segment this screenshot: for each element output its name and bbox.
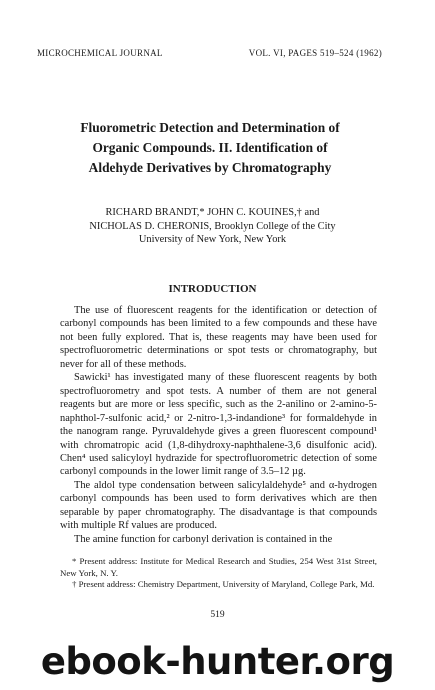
page-number: 519 — [210, 610, 225, 620]
volume-pages: VOL. VI, PAGES 519–524 (1962) — [248, 48, 382, 58]
body-text — [60, 304, 377, 546]
footnotes — [60, 556, 377, 591]
watermark: ebook-hunter.org — [40, 639, 395, 683]
paper-title — [40, 118, 380, 178]
body-paragraph: The amine function for carbonyl derivation is contained in the — [74, 533, 333, 545]
journal-name: MICROCHEMICAL JOURNAL — [37, 48, 163, 58]
author-line: University of New York, New York — [138, 234, 287, 245]
footnote: † Present address: Chemistry Department, University of Maryland, College Park, Md. — [72, 579, 375, 590]
title-line: Fluorometric Detection and Determination of — [80, 120, 340, 135]
title-line: Aldehyde Derivatives by Chromatography — [88, 160, 332, 175]
author-line: NICHOLAS D. CHERONIS, Brooklyn College of the City — [89, 220, 336, 232]
author-line: RICHARD BRANDT,* JOHN C. KOUINES,† and — [105, 207, 320, 218]
body-paragraph: The use of fluorescent reagents for the identification or detection of carbonyl compounds has been limited to a few compounds and these have not been fully explored. That is, these reagents may have been used for spectrofluorometric determinations or spot tests or chromatography, but never for all of these methods. — [60, 305, 377, 370]
section-heading: INTRODUCTION — [168, 283, 257, 295]
author-block — [40, 206, 385, 247]
footnote: * Present address: Institute for Medical Research and Studies, 254 West 31st Street, New York, N. Y. — [60, 556, 377, 578]
running-head — [37, 48, 382, 58]
body-paragraph: The aldol type condensation between salicylaldehyde⁵ and α-hydrogen carbonyl compounds has been used to form derivatives which are then separable by paper chromatography. The disadvantage is that compounds with multiple Rf values are produced. — [60, 479, 377, 532]
title-line: Organic Compounds. II. Identification of — [92, 140, 328, 155]
body-paragraph: Sawicki¹ has investigated many of these fluorescent reagents by both spectrofluorometry and spot tests. A number of them are not general reagents but are more or less specific, such as the 2-anilino or 2-amino-5-naphthol-7-sulfonic acid,² or 2-nitro-1,3-indandione³ for formaldehyde in the nanogram range. Pyruvaldehyde gives a green fluorescent compound¹ with chromatropic acid (1,8-dihydroxy-naphthalene-3,6 disulfonic acid). Chen⁴ used salicyloyl hydrazide for spectrofluorometric detection of some carbonyl compounds in the lower limit range of 3.5–12 µg. — [60, 372, 377, 478]
